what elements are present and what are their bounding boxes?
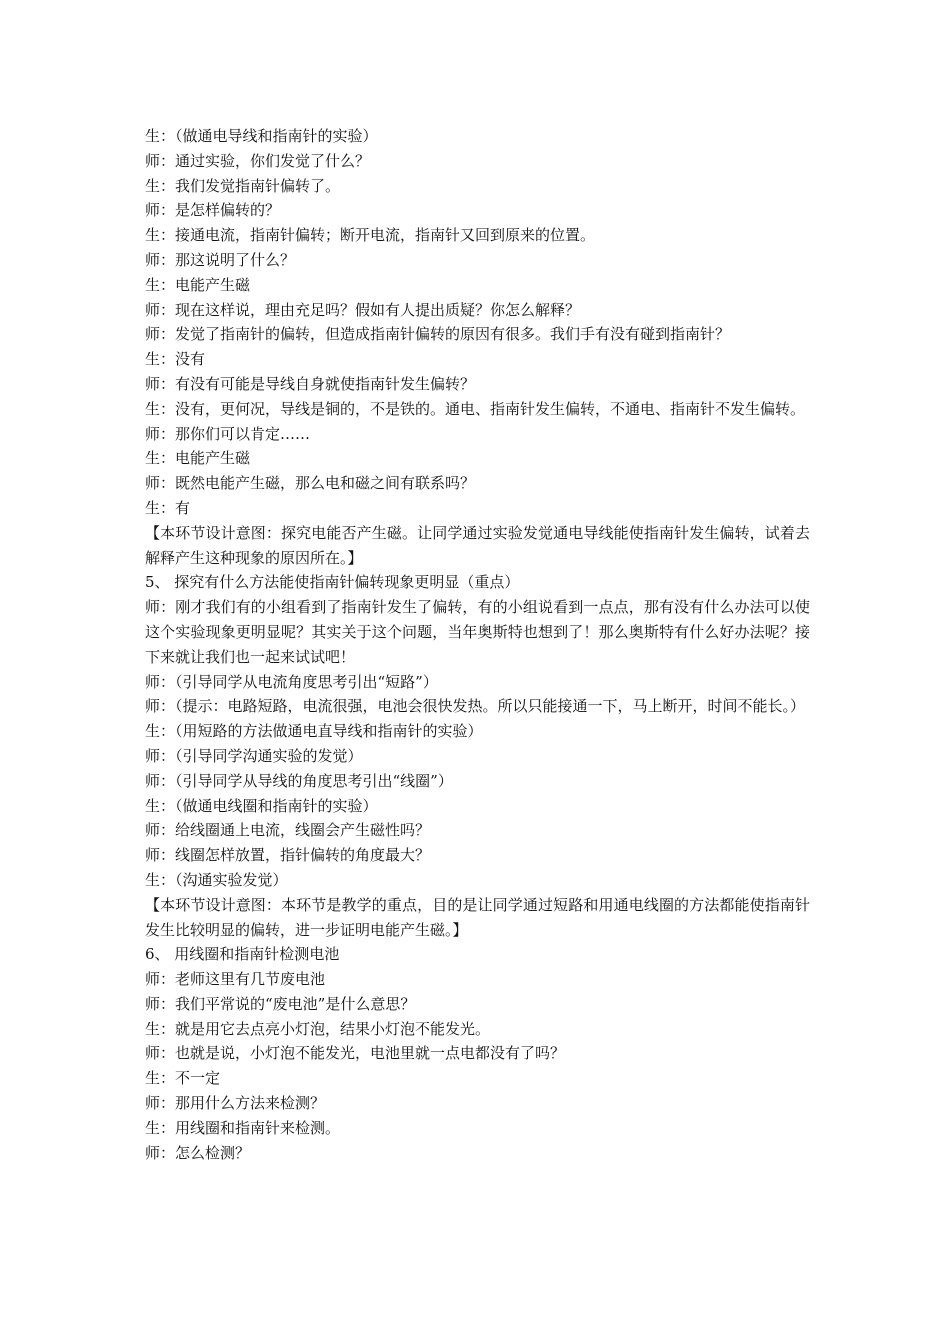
dialogue-line: 生：接通电流，指南针偏转；断开电流，指南针又回到原来的位置。 xyxy=(145,226,596,245)
design-intent-note: 【本环节设计意图：本环节是教学的重点，目的是让同学通过短路和用通电线圈的方法都能使指南针发生比较明显的偏转，进一步证明电能产生磁。】 xyxy=(145,895,810,939)
dialogue-line: 师：那你们可以肯定…… xyxy=(145,424,311,443)
dialogue-line: 师：是怎样偏转的？ xyxy=(145,201,281,220)
dialogue-line: 生：我们发觉指南针偏转了。 xyxy=(145,176,341,195)
dialogue-line: 师：（引导同学从电流角度思考引出“短路”） xyxy=(145,672,438,691)
dialogue-line: 生：（沟通实验发觉） xyxy=(145,870,288,889)
dialogue-line: 生：不一定 xyxy=(145,1069,221,1088)
dialogue-line: 师：现在这样说，理由充足吗？假如有人提出质疑？你怎么解释？ xyxy=(145,300,581,319)
design-intent-note: 【本环节设计意图：探究电能否产生磁。让同学通过实验发觉通电导线能使指南针发生偏转，试着去解释产生这种现象的原因所在。】 xyxy=(145,523,810,567)
dialogue-line: 师：那用什么方法来检测？ xyxy=(145,1094,326,1113)
dialogue-line: 师：既然电能产生磁，那么电和磁之间有联系吗？ xyxy=(145,474,476,493)
dialogue-line: 师：有没有可能是导线自身就使指南针发生偏转？ xyxy=(145,374,476,393)
dialogue-line: 师：刚才我们有的小组看到了指南针发生了偏转，有的小组说看到一点点，那有没有什么办法可以使这个实验现象更明显呢？其实关于这个问题，当年奥斯特也想到了！那么奥斯特有什么好办法呢？接下来就让我们也一起来试试吧！ xyxy=(145,598,810,666)
dialogue-line: 师：我们平常说的“废电池”是什么意思？ xyxy=(145,994,416,1013)
dialogue-line: 生：电能产生磁 xyxy=(145,275,251,294)
dialogue-line: 生：电能产生磁 xyxy=(145,449,251,468)
dialogue-line: 师：通过实验，你们发觉了什么？ xyxy=(145,151,371,170)
dialogue-line: 师：老师这里有几节废电池 xyxy=(145,970,326,989)
dialogue-line: 师：（提示：电路短路，电流很强，电池会很快发热。所以只能接通一下，马上断开，时间不能长。） xyxy=(145,697,806,716)
dialogue-line: 师：给线圈通上电流，线圈会产生磁性吗？ xyxy=(145,821,431,840)
dialogue-line: 生：（用短路的方法做通电直导线和指南针的实验） xyxy=(145,722,483,741)
dialogue-line: 生：（做通电导线和指南针的实验） xyxy=(145,127,378,145)
dialogue-line: 生：就是用它去点亮小灯泡，结果小灯泡不能发光。 xyxy=(145,1019,491,1038)
dialogue-line: 师：线圈怎样放置，指针偏转的角度最大？ xyxy=(145,846,431,865)
dialogue-line: 生：用线圈和指南针来检测。 xyxy=(145,1118,341,1137)
dialogue-line: 生：没有 xyxy=(145,350,206,369)
dialogue-line: 生：（做通电线圈和指南针的实验） xyxy=(145,796,378,815)
dialogue-line: 生：有 xyxy=(145,498,191,517)
dialogue-line: 师：（引导同学沟通实验的发觉） xyxy=(145,746,363,765)
dialogue-line: 师：（引导同学从导线的角度思考引出“线圈”） xyxy=(145,771,453,790)
document-body xyxy=(145,124,810,1165)
dialogue-line: 师：怎么检测？ xyxy=(145,1143,251,1162)
section-heading: 5、 探究有什么方法能使指南针偏转现象更明显（重点） xyxy=(145,573,520,592)
dialogue-line: 师：发觉了指南针的偏转，但造成指南针偏转的原因有很多。我们手有没有碰到指南针？ xyxy=(145,325,731,344)
dialogue-line: 生：没有，更何况，导线是铜的，不是铁的。通电、指南针发生偏转，不通电、指南针不发生偏转。 xyxy=(145,399,806,418)
dialogue-line: 师：那这说明了什么？ xyxy=(145,250,296,269)
dialogue-line: 师：也就是说，小灯泡不能发光，电池里就一点电都没有了吗？ xyxy=(145,1044,566,1063)
section-heading: 6、 用线圈和指南针检测电池 xyxy=(145,945,340,964)
